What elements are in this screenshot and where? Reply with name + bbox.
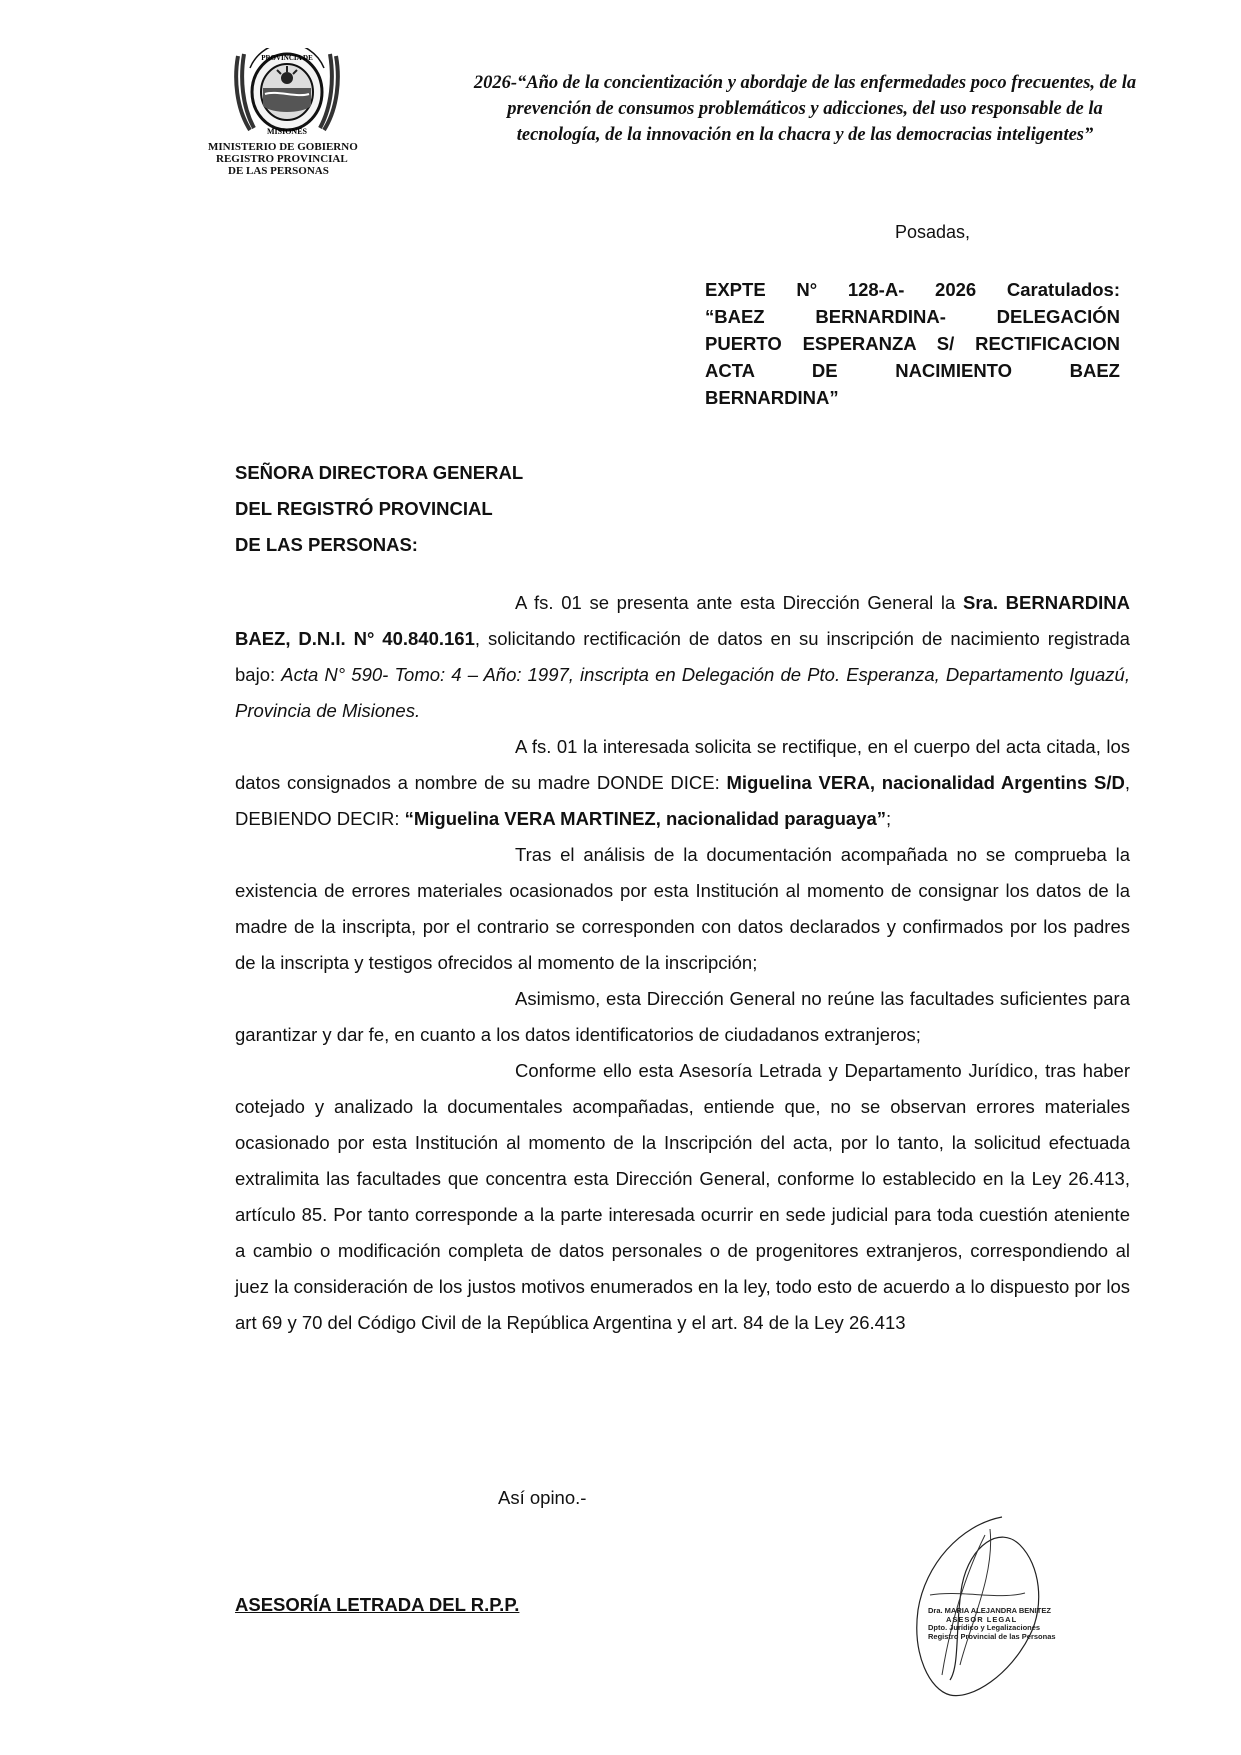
closing: Así opino.- [498, 1487, 587, 1508]
legal-advisor-stamp [928, 1606, 1056, 1641]
provincia-de-misiones-crest-icon [232, 48, 342, 138]
year-motto [425, 70, 1185, 148]
stamp-line: Registro Provincial de las Personas [928, 1631, 1056, 1641]
paragraph-presentation [235, 585, 1130, 729]
ministry-block [208, 141, 388, 177]
caption-line: “BAEZ BERNARDINA- DELEGACIÓN [705, 306, 1120, 327]
text-run: A fs. 01 la interesada solicita se rectifique, en el cuerpo del acta citada, los datos consignados a nombre de su madre DONDE DICE: [235, 736, 1130, 793]
motto-line: prevención de consumos problemáticos y adicciones, del uso responsable de la [507, 99, 1103, 119]
paragraph-request [235, 729, 1130, 837]
addressee-line: SEÑORA DIRECTORA GENERAL [235, 462, 524, 483]
motto-line: tecnología, de la innovación en la chacra y de las democracias inteligentes” [516, 125, 1094, 145]
text-run: , DEBIENDO DECIR: [235, 772, 1130, 829]
opinion-body [235, 585, 1130, 1341]
crest-top-lettering: PROVINCIA DE [261, 54, 313, 62]
case-caption [705, 276, 1120, 411]
signing-office: ASESORÍA LETRADA DEL R.P.P. [235, 1594, 520, 1615]
caption-line: BERNARDINA” [705, 387, 839, 408]
caption-line: EXPTE N° 128-A- 2026 Caratulados: [705, 279, 1120, 300]
stamp-line: Dpto. Jurídico y Legalizaciones [928, 1623, 1041, 1632]
motto-line: 2026-“Año de la concientización y abordaje de las enfermedades poco frecuentes, de la [473, 73, 1137, 93]
persons-line: DE LAS PERSONAS [228, 165, 329, 177]
applicant-name: Sra. BERNARDINA BAEZ, D.N.I. N° 40.840.161 [235, 592, 1131, 649]
addressee [235, 455, 523, 563]
paragraph-conclusion: Conforme ello esta Asesoría Letrada y Departamento Jurídico, tras haber cotejado y analizado la documentales acompañadas, entiende que, no se observan errores materiales ocasionado por esta Institución al momento de la Inscripción del acta, por lo tanto, la solicitud efectuada extralimita las facultades que concentra esta Dirección General, conforme lo establecido en la Ley 26.413, artículo 85. Por tanto corresponde a la parte interesada ocurrir en sede judicial para toda cuestión ateniente a cambio o modificación completa de datos personales o de progenitores extranjeros, correspondiendo al juez la consideración de los justos motivos enumerados en la ley, todo esto de acuerdo a lo dispuesto por los art 69 y 70 del Código Civil de la República Argentina y el art. 84 de la Ley 26.413 [235, 1060, 1130, 1333]
handwritten-signature-icon [890, 1505, 1056, 1705]
text-run: A fs. 01 se presenta ante esta Dirección General la [515, 592, 963, 613]
requested-data: “Miguelina VERA MARTINEZ, nacionalidad paraguaya” [404, 808, 887, 829]
addressee-line: DE LAS PERSONAS: [235, 534, 418, 555]
stamp-line: Dra. MARIA ALEJANDRA BENITEZ [928, 1606, 1051, 1615]
place-date: Posadas, [895, 222, 971, 242]
paragraph-analysis: Tras el análisis de la documentación acompañada no se comprueba la existencia de errores materiales ocasionados por esta Institución al momento de consignar los datos de la madre de la inscripta, por el contrario se corresponden con datos declarados y confirmados por los padres de la inscripta y testigos ofrecidos al momento de la inscripción; [235, 844, 1130, 973]
act-reference: Acta N° 590- Tomo: 4 – Año: 1997, inscripta en Delegación de Pto. Esperanza, Departamento Iguazú, Provincia de Misiones. [235, 664, 1130, 721]
registry-line: REGISTRO PROVINCIAL [216, 153, 348, 165]
text-run: , solicitando rectificación de datos en su inscripción de nacimiento registrada bajo: [235, 628, 1130, 685]
text-run: ; [886, 808, 892, 829]
paragraph-faculties: Asimismo, esta Dirección General no reúne las facultades suficientes para garantizar y dar fe, en cuanto a los datos identificatorios de ciudadanos extranjeros; [235, 988, 1130, 1045]
ministry-line: MINISTERIO DE GOBIERNO [208, 141, 358, 153]
caption-line: PUERTO ESPERANZA S/ RECTIFICACION [705, 333, 1120, 354]
crest-bottom-lettering: MISIONES [266, 127, 308, 136]
addressee-line: DEL REGISTRÓ PROVINCIAL [235, 498, 493, 519]
stamp-line: ASESOR LEGAL [946, 1614, 1018, 1624]
current-data: Miguelina VERA, nacionalidad Argentins S/D [726, 772, 1125, 793]
caption-line: ACTA DE NACIMIENTO BAEZ [705, 360, 1120, 381]
